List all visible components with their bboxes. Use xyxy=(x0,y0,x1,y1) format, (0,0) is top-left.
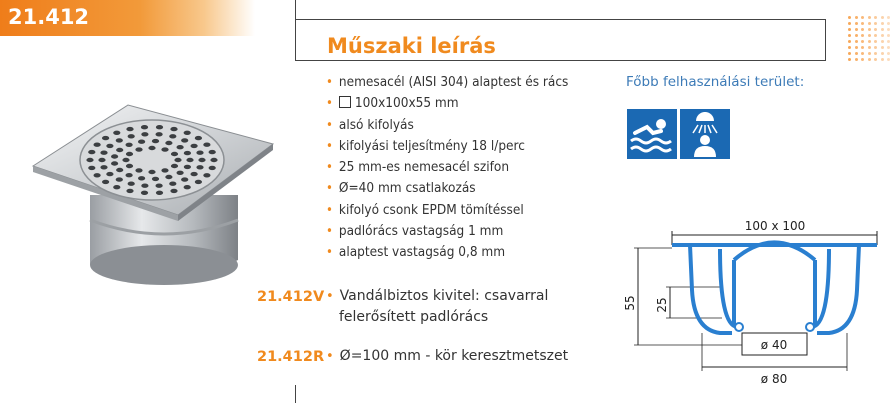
grate-hole xyxy=(156,191,163,195)
grate-hole xyxy=(171,164,178,168)
grate-hole xyxy=(122,158,129,162)
grate-hole xyxy=(138,176,145,180)
feature-item: • kifolyási teljesítmény 18 l/perc xyxy=(326,137,525,154)
grate-hole xyxy=(141,184,148,188)
grate-hole xyxy=(98,158,105,162)
grate-hole xyxy=(191,172,198,176)
grate-hole xyxy=(161,168,168,172)
grate-hole xyxy=(128,182,135,186)
grate-hole xyxy=(156,184,163,188)
grate-hole xyxy=(126,173,133,177)
grate-hole xyxy=(94,173,101,177)
grate-hole xyxy=(100,165,107,169)
feature-list xyxy=(326,72,568,264)
grate-hole xyxy=(113,131,120,135)
grate-hole xyxy=(126,143,133,147)
grate-hole xyxy=(186,158,193,162)
grate-hole xyxy=(86,158,93,162)
frame-line-vertical xyxy=(295,0,296,60)
grate-hole xyxy=(128,134,135,138)
grate-hole xyxy=(165,175,172,179)
grate-hole xyxy=(203,173,210,177)
grate-hole xyxy=(141,191,148,195)
grate-hole xyxy=(126,127,133,131)
feature-item: • nemesacél (AISI 304) alaptest és rács xyxy=(326,74,569,90)
feature-item: • alsó kifolyás xyxy=(326,116,414,133)
grate-hole xyxy=(116,148,123,152)
variant-description-r: • Ø=100 mm - kör keresztmetszet xyxy=(326,348,569,364)
grate-hole xyxy=(196,151,203,155)
floor-drain-photo xyxy=(28,100,278,300)
grate-hole xyxy=(102,136,109,140)
dimension-height: 55 xyxy=(623,295,637,311)
feature-item: • Ø=40 mm csatlakozás xyxy=(326,180,476,197)
grate-hole xyxy=(181,138,188,142)
grate-hole xyxy=(148,170,155,174)
grate-hole xyxy=(126,152,133,156)
grate-hole xyxy=(156,132,163,136)
section-title: Műszaki leírás xyxy=(327,34,496,58)
grate-hole xyxy=(94,143,101,147)
grate-hole xyxy=(184,185,191,189)
grate-hole xyxy=(138,140,145,144)
technical-drawing xyxy=(612,215,882,400)
grate-hole xyxy=(126,164,133,168)
dimension-siphon: 25 xyxy=(655,297,669,313)
dimension-body: ø 80 xyxy=(760,372,788,386)
grate-hole xyxy=(169,134,176,138)
product-code: 21.412 xyxy=(8,5,90,29)
grate-hole xyxy=(152,177,159,181)
grate-hole xyxy=(88,150,95,154)
grate-hole xyxy=(113,185,120,189)
grate-hole xyxy=(148,146,155,150)
grate-hole xyxy=(209,166,216,170)
square-section-icon xyxy=(339,96,351,108)
grate-hole xyxy=(191,144,198,148)
grate-hole xyxy=(111,154,118,158)
feature-item: • kifolyó csonk EPDM tömítéssel xyxy=(326,201,524,218)
grate-hole xyxy=(102,180,109,184)
grate-hole xyxy=(184,131,191,135)
feature-item: • padlórács vastagság 1 mm xyxy=(326,223,504,240)
feature-item: • 25 mm-es nemesacél szifon xyxy=(326,159,510,176)
grate-hole xyxy=(100,151,107,155)
product-code-tag xyxy=(0,0,255,36)
variant-code-v: 21.412V xyxy=(257,289,325,305)
grate-hole xyxy=(116,138,123,142)
grate-hole xyxy=(126,189,133,193)
variant-code-r: 21.412R xyxy=(257,349,325,365)
decorative-dots xyxy=(848,16,892,64)
grate-hole xyxy=(184,165,191,169)
grate-hole xyxy=(203,143,210,147)
grate-hole xyxy=(177,145,184,149)
frame-line-right xyxy=(825,19,826,60)
grate-hole xyxy=(116,168,123,172)
grate-hole xyxy=(135,168,142,172)
grate-hole xyxy=(161,147,168,151)
grate-hole xyxy=(169,182,176,186)
grate-hole xyxy=(171,152,178,156)
swimming-pool-icon xyxy=(627,109,677,159)
grate-hole xyxy=(106,144,113,148)
grate-hole xyxy=(170,127,177,131)
grate-hole xyxy=(135,147,142,151)
frame-line-under-title xyxy=(295,60,826,61)
grate-hole xyxy=(210,158,217,162)
grate-hole xyxy=(106,172,113,176)
frame-line-top xyxy=(295,19,825,20)
shower-icon xyxy=(680,109,730,159)
grate-hole xyxy=(209,150,216,154)
grate-hole xyxy=(174,158,181,162)
feature-item: • alaptest vastagság 0,8 mm xyxy=(326,244,506,261)
grate-hole xyxy=(184,151,191,155)
grate-hole xyxy=(88,166,95,170)
usage-title: Főbb felhasználási terület: xyxy=(626,74,805,90)
grate-hole xyxy=(177,171,184,175)
feature-item: • 100x100x55 mm xyxy=(326,95,459,112)
frame-line-bottom xyxy=(295,385,296,403)
dimension-outlet: ø 40 xyxy=(760,338,788,352)
grate-hole xyxy=(165,141,172,145)
grate-hole xyxy=(195,136,202,140)
grate-hole xyxy=(152,139,159,143)
grate-hole xyxy=(111,161,118,165)
grate-hole xyxy=(195,180,202,184)
grate-hole xyxy=(116,177,123,181)
grate-hole xyxy=(156,125,163,129)
grate-hole xyxy=(198,158,205,162)
grate-hole xyxy=(170,189,177,193)
grate-hole xyxy=(141,125,148,129)
variant-description-v: • Vandálbiztos kivitel: csavarral felerősített padlórács xyxy=(326,288,549,325)
dimension-top-width: 100 x 100 xyxy=(744,219,806,233)
grate-hole xyxy=(141,132,148,136)
grate-hole xyxy=(181,177,188,181)
grate-hole xyxy=(196,165,203,169)
